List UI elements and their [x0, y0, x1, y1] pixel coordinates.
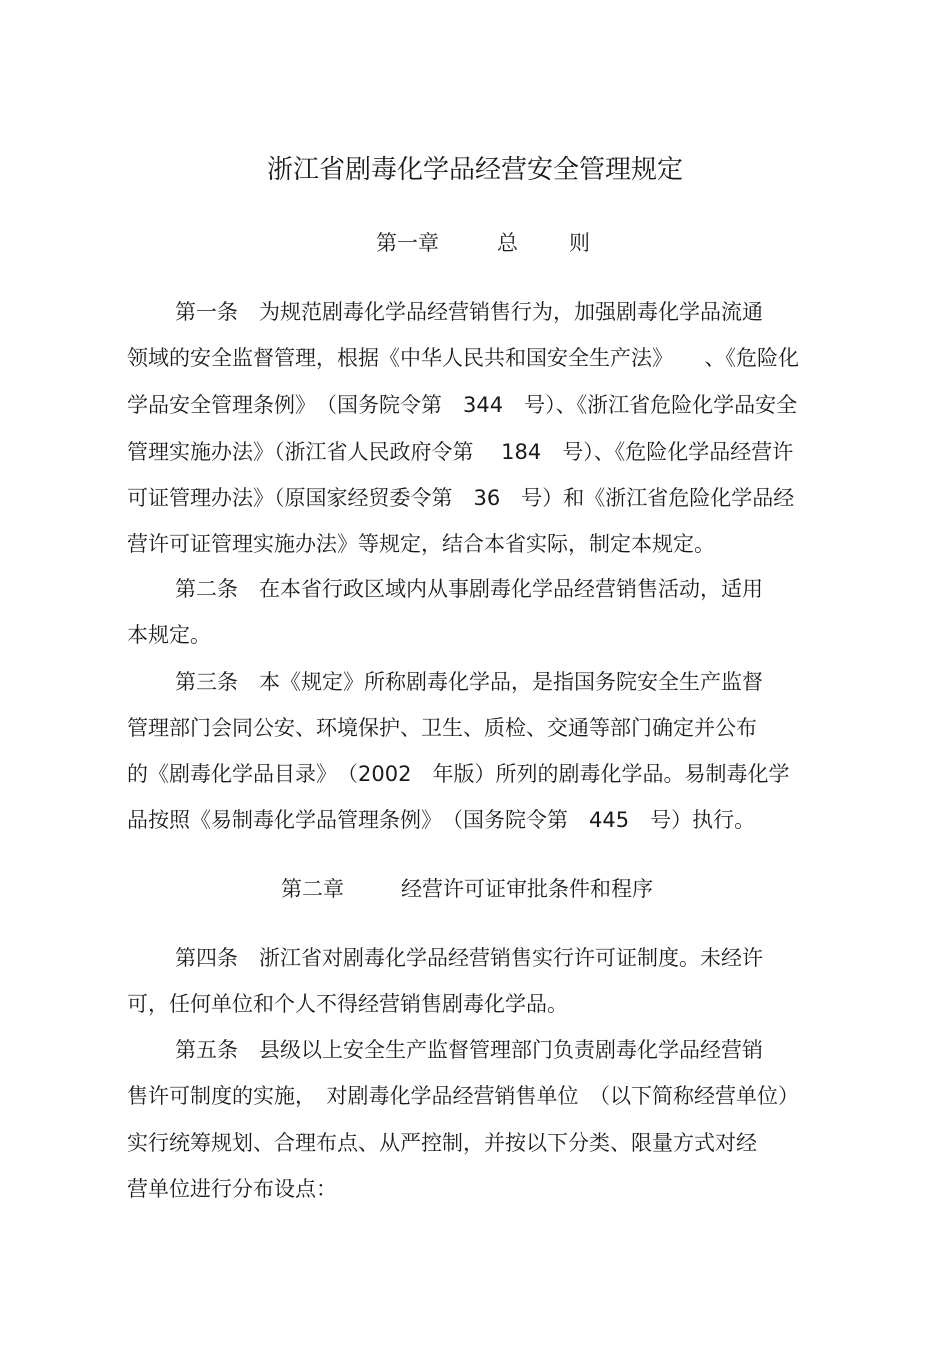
- article-3-line-4: 品按照《易制毒化学品管理条例》 （国务院令第 445 号）执行。: [127, 808, 756, 832]
- article-2-line-2: 本规定。: [127, 623, 211, 647]
- article-1-line-5: 可证管理办法》（原国家经贸委令第 36 号）和《浙江省危险化学品经: [127, 486, 795, 510]
- article-1-line-3: 学品安全管理条例》 （国务院令第 344 号）、《浙江省危险化学品安全: [127, 393, 798, 417]
- chapter-1-name-part1: 总: [497, 231, 518, 255]
- chapter-2-heading: [0, 874, 950, 904]
- chapter-1-heading: [0, 228, 950, 258]
- article-4-line-2: 可，任何单位和个人不得经营销售剧毒化学品。: [127, 992, 568, 1016]
- article-3-line-2: 管理部门会同公安、环境保护、卫生、质检、交通等部门确定并公布: [127, 716, 757, 740]
- article-3-line-3: 的《剧毒化学品目录》 （2002 年版）所列的剧毒化学品。易制毒化学: [127, 762, 790, 786]
- article-2-line-1: 第二条 在本省行政区域内从事剧毒化学品经营销售活动，适用: [175, 577, 763, 601]
- chapter-1-number: 第一章: [376, 231, 439, 255]
- article-4-line-1: 第四条 浙江省对剧毒化学品经营销售实行许可证制度。未经许: [175, 946, 763, 970]
- article-1-line-1: 第一条 为规范剧毒化学品经营销售行为，加强剧毒化学品流通: [175, 300, 763, 324]
- article-1-line-6: 营许可证管理实施办法》等规定，结合本省实际，制定本规定。: [127, 532, 715, 556]
- article-1-line-2: 领域的安全监督管理，根据《中华人民共和国安全生产法》 、《危险化: [127, 346, 799, 370]
- article-5-line-4: 营单位进行分布设点：: [127, 1177, 337, 1201]
- article-5-line-2: 售许可制度的实施， 对剧毒化学品经营销售单位 （以下简称经营单位）: [127, 1084, 799, 1108]
- article-1-line-4: 管理实施办法》（浙江省人民政府令第 184 号）、《危险化学品经营许: [127, 440, 794, 464]
- article-5-line-3: 实行统筹规划、合理布点、从严控制，并按以下分类、限量方式对经: [127, 1131, 757, 1155]
- document-title: 浙江省剧毒化学品经营安全管理规定: [266, 155, 683, 185]
- chapter-1-name-part2: 则: [569, 231, 590, 255]
- chapter-2-number: 第二章: [281, 877, 344, 901]
- article-3-line-1: 第三条 本《规定》所称剧毒化学品，是指国务院安全生产监督: [175, 670, 763, 694]
- chapter-2-name: 经营许可证审批条件和程序: [401, 877, 653, 901]
- article-5-line-1: 第五条 县级以上安全生产监督管理部门负责剧毒化学品经营销: [175, 1038, 763, 1062]
